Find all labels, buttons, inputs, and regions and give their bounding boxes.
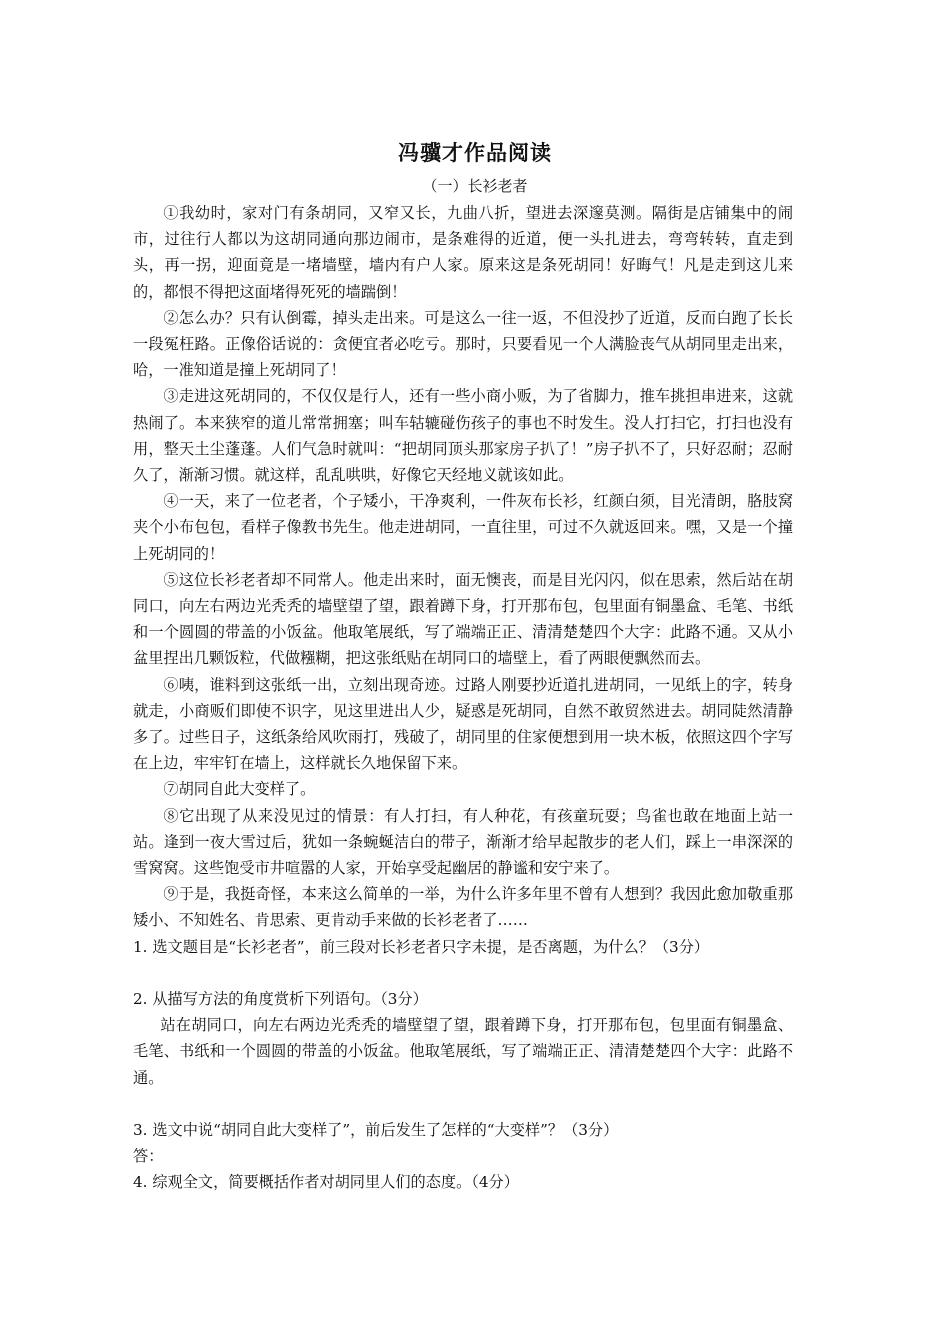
paragraph-3: ③走进这死胡同的，不仅仅是行人，还有一些小商小贩，为了省脚力，推车挑担串进来，这就热闹了。本来狭窄的道儿常常拥塞；叫车轱辘碰伤孩子的事也不时发生。没人打扫它，打扫也没有用，整天土尘蓬蓬。人们气急时就叫：“把胡同顶头那家房子扒了！”房子扒不了，只好忍耐；忍耐久了，渐渐习惯。就这样，乱乱哄哄，好像它天经地义就该如此。	[133, 387, 793, 485]
answer-space	[133, 1091, 793, 1117]
paragraph-7: ⑦胡同自此大变样了。	[163, 780, 316, 799]
question-3: 3. 选文中说“胡同自此大变样了”，前后发生了怎样的“大变样”？（3分）	[133, 1120, 619, 1139]
answer-label: 答：	[133, 1146, 164, 1165]
paragraph-8: ⑧它出现了从来没见过的情景：有人打扫，有人种花，有孩童玩耍；鸟雀也敢在地面上站一站。逢到一夜大雪过后，犹如一条蜿蜒洁白的带子，渐渐才给早起散步的老人们，踩上一串深深的雪窝窝。这些饱受市井喧嚣的人家，开始享受起幽居的静谧和安宁来了。	[133, 806, 793, 878]
paragraph-5: ⑤这位长衫老者却不同常人。他走出来时，面无懊丧，而是目光闪闪，似在思索，然后站在胡同口，向左右两边光秃秃的墙壁望了望，跟着蹲下身，打开那布包，包里面有铜墨盒、毛笔、书纸和一个圆圆的带盖的小饭盆。他取笔展纸，写了端端正正、清清楚楚四个大字：此路不通。又从小盆里捏出几颗饭粒，代做糨糊，把这张纸贴在胡同口的墙壁上，看了两眼便飘然而去。	[133, 570, 793, 668]
article-body	[133, 200, 793, 1195]
paragraph-2: ②怎么办？只有认倒霉，掉头走出来。可是这么一往一返，不但没抄了近道，反而白跑了长长一段冤枉路。正像俗话说的：贪便宜者必吃亏。那时，只要看见一个人满脸丧气从胡同里走出来，哈，一准知道是撞上死胡同了！	[133, 308, 793, 380]
question-4: 4. 综观全文，简要概括作者对胡同里人们的态度。（4分）	[133, 1173, 519, 1192]
paragraph-9: ⑨于是，我挺奇怪，本来这么简单的一举，为什么许多年里不曾有人想到？我因此愈加敬重那矮小、不知姓名、肯思索、更肯动手来做的长衫老者了……	[133, 885, 793, 930]
paragraph-1: ①我幼时，家对门有条胡同，又窄又长，九曲八折，望进去深邃莫测。隔街是店铺集中的闹市，过往行人都以为这胡同通向那边闹市，是条难得的近道，便一头扎进去，弯弯转转，直走到头，再一拐，迎面竟是一堵墙壁，墙内有户人家。原来这是条死胡同！好晦气！凡是走到这儿来的，都恨不得把这面堵得死死的墙踹倒！	[133, 204, 793, 301]
paragraph-6: ⑥咦，谁料到这张纸一出，立刻出现奇迹。过路人刚要抄近道扎进胡同，一见纸上的字，转身就走，小商贩们即使不识字，见这里进出人少，疑惑是死胡同，自然不敢贸然进去。胡同陡然清静多了。过些日子，这纸条给风吹雨打，残破了，胡同里的住家便想到用一块木板，依照这四个字写在上边，牢牢钉在墙上，这样就长久地保留下来。	[133, 675, 793, 773]
question-1: 1. 选文题目是“长衫老者”，前三段对长衫老者只字未提，是否离题，为什么？（3分）	[133, 937, 710, 956]
question-2-excerpt: 站在胡同口，向左右两边光秃秃的墙壁望了望，跟着蹲下身，打开那布包，包里面有铜墨盒、毛笔、书纸和一个圆圆的带盖的小饭盆。他取笔展纸，写了端端正正、清清楚楚四个大字：此路不通。	[133, 1016, 793, 1087]
paragraph-4: ④一天，来了一位老者，个子矮小，干净爽利，一件灰布长衫，红颜白须，目光清朗，胳肢窝夹个小布包包，看样子像教书先生。他走进胡同，一直往里，可过不久就返回来。嘿，又是一个撞上死胡同的！	[133, 492, 793, 563]
answer-space	[133, 960, 793, 986]
page-title: 冯骥才作品阅读	[398, 140, 552, 165]
section-title: （一）长衫老者	[422, 177, 528, 195]
question-2: 2. 从描写方法的角度赏析下列语句。（3分）	[133, 989, 428, 1008]
